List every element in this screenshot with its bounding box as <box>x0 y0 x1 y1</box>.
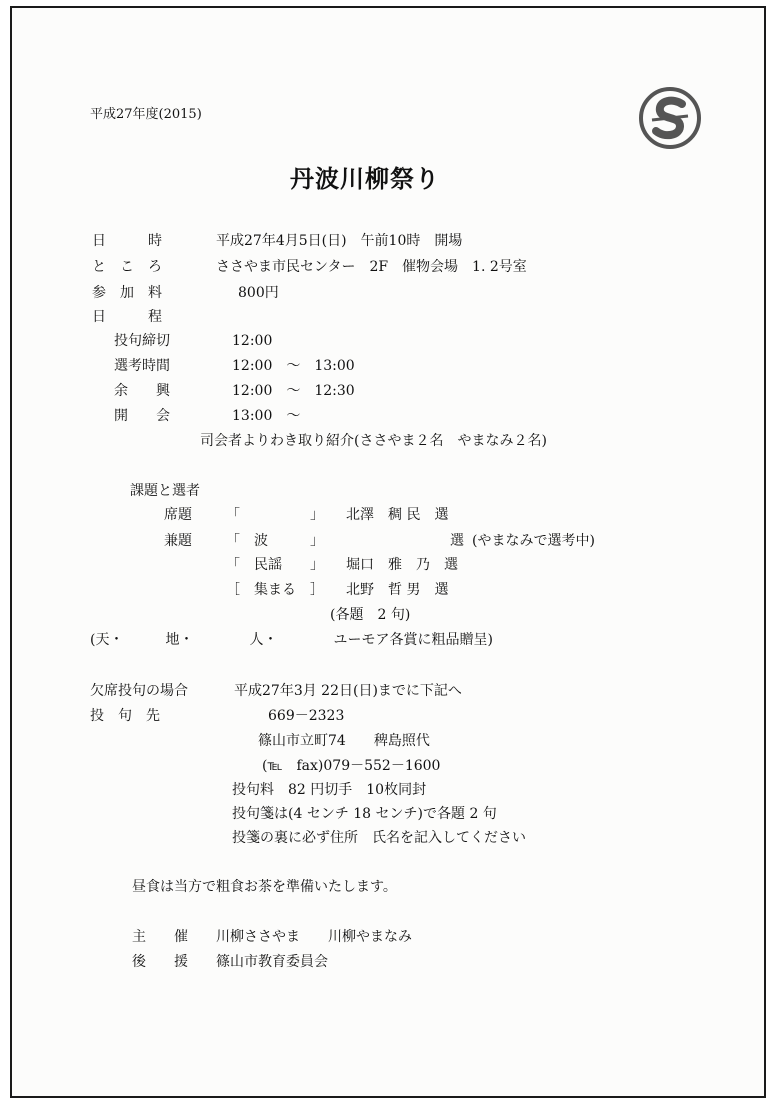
schedule-item-time: 12:00 <box>232 333 273 349</box>
schedule-item-time: 13:00 ～ <box>232 408 301 424</box>
club-logo-icon <box>638 86 702 150</box>
topic-judge: 北澤 稠 民 選 <box>346 507 449 523</box>
intro-note: 司会者よりわき取り紹介(ささやま２名 やまなみ２名) <box>200 433 547 449</box>
postal-code: 669－2323 <box>268 708 345 724</box>
topic-role: 席題 <box>164 507 192 523</box>
schedule-item-time: 12:00 ～ 12:30 <box>232 383 355 399</box>
datetime-value: 平成27年4月5日(日) 午前10時 開場 <box>216 233 463 249</box>
topic-theme: 「 波 」 <box>226 533 324 549</box>
phone: (℡ fax)079－552－1600 <box>262 758 441 774</box>
absent-label: 欠席投句の場合 <box>90 683 188 699</box>
host-label: 主 催 <box>132 929 188 945</box>
place-value: ささやま市民センター 2F 催物会場 1. 2号室 <box>216 259 527 275</box>
lunch-note: 昼食は当方で粗食お茶を準備いたします。 <box>132 879 397 895</box>
topic-note: (やまなみで選考中) <box>472 533 595 549</box>
schedule-label: 日 程 <box>92 309 162 325</box>
fee-note: 投句料 82 円切手 10枚同封 <box>232 782 427 798</box>
schedule-item-label: 選考時間 <box>114 358 170 374</box>
topic-theme: 「 民謡 」 <box>226 557 324 573</box>
datetime-label: 日 時 <box>92 233 162 249</box>
topic-judge: 選 <box>450 533 464 549</box>
place-label: と こ ろ <box>92 259 162 275</box>
schedule-item-label: 投句締切 <box>114 333 170 349</box>
schedule-item-label: 余 興 <box>114 383 170 399</box>
topic-judge: 堀口 雅 乃 選 <box>346 557 458 573</box>
card-note: 投句箋は(4 センチ 18 センチ)で各題 2 句 <box>232 806 497 822</box>
topic-theme: ［ 集まる ］ <box>226 582 324 598</box>
schedule-item-label: 開 会 <box>114 408 170 424</box>
host-value: 川柳ささやま 川柳やまなみ <box>216 929 412 945</box>
topics-heading: 課題と選者 <box>130 483 200 499</box>
fee-label: 参 加 料 <box>92 285 162 301</box>
support-value: 篠山市教育委員会 <box>216 954 328 970</box>
topic-role: 兼題 <box>164 533 192 549</box>
back-note: 投箋の裏に必ず住所 氏名を記入してください <box>232 830 526 846</box>
absent-deadline: 平成27年3月 22日(日)までに下記へ <box>234 683 462 699</box>
address: 篠山市立町74 稗島照代 <box>258 733 430 749</box>
support-label: 後 援 <box>132 954 188 970</box>
schedule-item-time: 12:00 ～ 13:00 <box>232 358 355 374</box>
topic-theme: 「 」 <box>226 507 324 523</box>
fee-value: 800円 <box>238 285 279 301</box>
prizes-note: (天・ 地・ 人・ ユーモア各賞に粗品贈呈) <box>90 632 493 648</box>
topic-judge: 北野 哲 男 選 <box>346 582 449 598</box>
fiscal-year: 平成27年度(2015) <box>90 107 202 122</box>
topic-count: (各題 2 句) <box>330 607 411 623</box>
destination-label: 投 句 先 <box>90 708 160 724</box>
page-title: 丹波川柳祭り <box>290 164 440 193</box>
